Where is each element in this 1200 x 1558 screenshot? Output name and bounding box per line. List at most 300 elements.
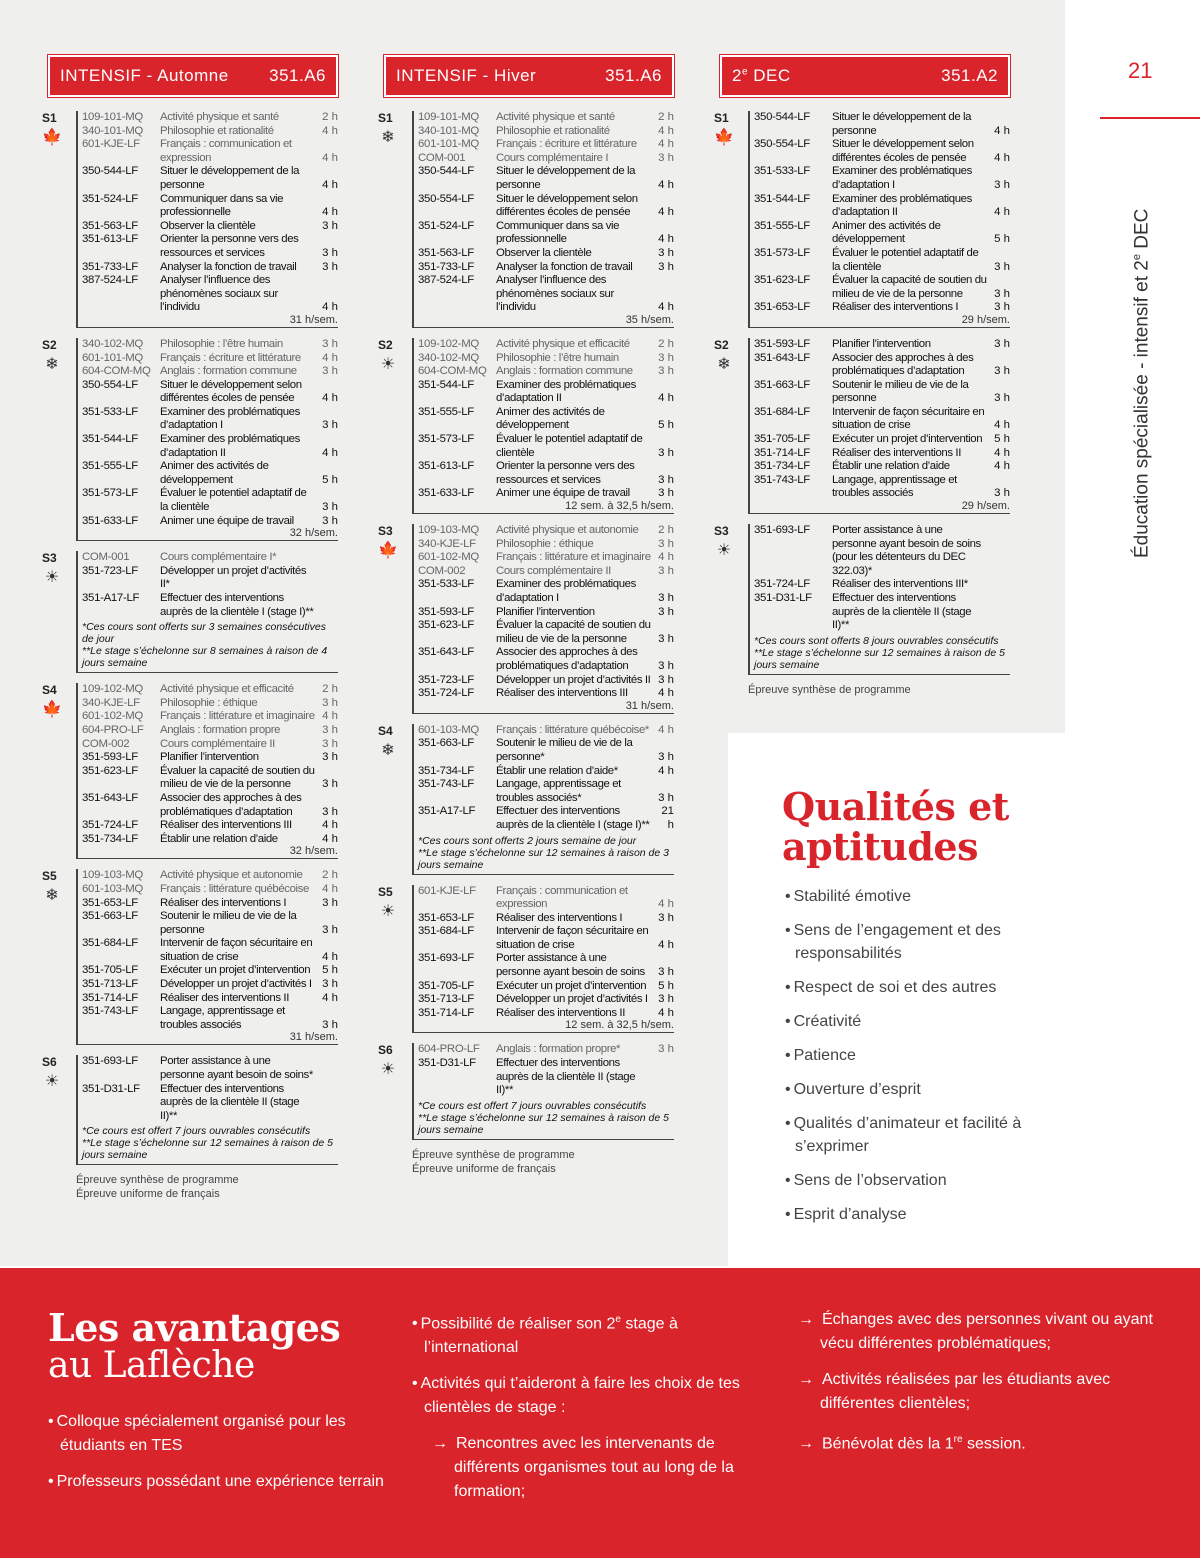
course-row bbox=[82, 697, 338, 711]
course-hours: 4 h bbox=[994, 460, 1010, 473]
course-code: 351-743-LF bbox=[418, 778, 474, 791]
course-title: Français : communication et expression bbox=[160, 138, 292, 164]
course-code: 604-PRO-LF bbox=[82, 723, 144, 736]
course-hours: 3 h bbox=[658, 673, 674, 686]
course-hours: 3 h bbox=[658, 750, 674, 763]
qualite-item: • Sens de l’engagement et des responsabilités bbox=[785, 919, 1085, 965]
course-code: 351-544-LF bbox=[754, 192, 810, 205]
course-row bbox=[82, 724, 338, 738]
course-title: Langage, apprentissage et troubles associés bbox=[160, 1005, 285, 1031]
course-code: 351-593-LF bbox=[754, 337, 810, 350]
course-title: Développer un projet d’activités II* bbox=[160, 564, 307, 591]
course-code: 351-684-LF bbox=[754, 405, 810, 418]
semester-courses bbox=[76, 338, 338, 541]
course-title: Animer des activités de développement bbox=[496, 405, 605, 432]
course-code: 109-102-MQ bbox=[418, 337, 479, 350]
course-code: 351-593-LF bbox=[418, 605, 474, 618]
course-hours: 3 h bbox=[322, 923, 338, 936]
course-hours: 4 h bbox=[658, 938, 674, 951]
course-title: Situer le développement de la personne bbox=[160, 165, 300, 191]
course-title: Français : littérature québécoise bbox=[160, 882, 309, 895]
sun-icon: ☀ bbox=[44, 1073, 60, 1091]
course-code: 340-102-MQ bbox=[82, 337, 143, 350]
course-hours: 4 h bbox=[658, 1006, 674, 1019]
course-hours: 4 h bbox=[658, 723, 674, 736]
course-title: Réaliser des interventions II bbox=[496, 1006, 625, 1019]
semester-label: S5 bbox=[378, 884, 393, 899]
course-title: Philosophie et rationalité bbox=[160, 124, 274, 137]
course-title: Examiner des problématiques d’adaptation I bbox=[496, 578, 636, 604]
semester-courses bbox=[748, 338, 1010, 514]
course-title: Établir une relation d’aide bbox=[160, 832, 278, 845]
semester-block bbox=[378, 723, 674, 875]
course-hours: 2 h bbox=[322, 111, 338, 123]
course-title: Communiquer dans sa vie professionnelle bbox=[160, 192, 284, 219]
course-code: 604-PRO-LF bbox=[418, 1043, 480, 1056]
course-code: 351-705-LF bbox=[418, 979, 474, 992]
epreuves bbox=[720, 683, 1010, 697]
course-code: 351-555-LF bbox=[754, 219, 810, 232]
course-title: Examiner des problématiques d’adaptation II bbox=[496, 378, 636, 405]
course-hours: 4 h bbox=[322, 351, 338, 364]
course-code: 351-643-LF bbox=[754, 351, 810, 364]
course-hours: 2 h bbox=[322, 869, 338, 882]
note-line: **Le stage s’échelonne sur 8 semaines à raison de 4 jours semaine bbox=[82, 645, 328, 670]
course-row bbox=[418, 925, 674, 952]
course-hours: 3 h bbox=[658, 246, 674, 259]
course-title: Évaluer le potentiel adaptatif de clientèle bbox=[496, 433, 643, 459]
course-row bbox=[82, 233, 338, 260]
course-hours: 4 h bbox=[322, 832, 338, 845]
course-row bbox=[82, 365, 338, 379]
semester-block bbox=[42, 869, 338, 1045]
course-code: COM-001 bbox=[82, 551, 130, 564]
course-hours: 3 h bbox=[322, 696, 338, 709]
semester-notes bbox=[418, 833, 674, 873]
program-header-title: INTENSIF - Hiver bbox=[396, 66, 537, 85]
course-title: Philosophie : éthique bbox=[496, 537, 594, 550]
course-title: Examiner des problématiques d’adaptation I bbox=[160, 405, 300, 432]
course-hours: 3 h bbox=[658, 537, 674, 550]
semester-block bbox=[378, 1043, 674, 1139]
course-hours: 3 h bbox=[994, 287, 1010, 300]
course-code: 387-524-LF bbox=[418, 274, 474, 287]
course-hours: 3 h bbox=[658, 365, 674, 378]
course-hours: 3 h bbox=[322, 896, 338, 909]
course-hours: 3 h bbox=[658, 791, 674, 804]
maple-leaf-icon: 🍁 bbox=[42, 129, 62, 146]
course-title: Porter assistance à une personne ayant besoin de soins* bbox=[160, 1055, 313, 1082]
course-code: 351-713-LF bbox=[82, 978, 138, 991]
course-row bbox=[754, 220, 1010, 247]
course-row bbox=[82, 1005, 338, 1032]
course-title: Analyser l’influence des phénomènes sociaux sur l’individu bbox=[496, 274, 614, 314]
course-code: 351-663-LF bbox=[754, 378, 810, 391]
course-hours: 4 h bbox=[322, 710, 338, 723]
program-column-intensif-hiver bbox=[378, 55, 674, 1176]
course-title: Activité physique et autonomie bbox=[160, 869, 303, 882]
course-hours: 4 h bbox=[322, 301, 338, 314]
course-title: Français : communication et expression bbox=[496, 884, 628, 911]
course-code: 601-KJE-LF bbox=[82, 138, 140, 151]
avantage-subitem: → Activités réalisées par les étudiants avec différentes clientèles; bbox=[798, 1368, 1158, 1416]
course-title: Animer des activités de développement bbox=[160, 460, 269, 486]
course-code: 604-COM-MQ bbox=[418, 365, 487, 378]
course-title: Activité physique et efficacité bbox=[496, 337, 630, 350]
course-title: Réaliser des interventions III* bbox=[832, 578, 968, 591]
course-hours: 3 h bbox=[322, 246, 338, 259]
program-header bbox=[720, 55, 1010, 97]
semester-courses bbox=[412, 524, 674, 714]
semester-total: 32 h/sem. bbox=[289, 527, 338, 540]
course-title: Intervenir de façon sécuritaire en situation de crise bbox=[832, 405, 985, 432]
course-title: Évaluer le potentiel adaptatif de la clientèle bbox=[832, 246, 979, 273]
semester-total: 12 sem. à 32,5 h/sem. bbox=[565, 500, 674, 513]
semester-block bbox=[714, 524, 1010, 675]
course-row bbox=[754, 165, 1010, 192]
course-title: Activité physique et efficacité bbox=[160, 683, 294, 696]
course-code: 604-COM-MQ bbox=[82, 365, 151, 378]
course-row bbox=[82, 138, 338, 165]
course-title: Évaluer le potentiel adaptatif de la clientèle bbox=[160, 487, 307, 514]
course-row bbox=[754, 274, 1010, 301]
course-title: Anglais : formation commune bbox=[496, 365, 633, 378]
course-row bbox=[418, 220, 674, 247]
course-title: Philosophie : l’être humain bbox=[160, 337, 283, 350]
maple-leaf-icon: 🍁 bbox=[714, 129, 734, 146]
course-title: Examiner des problématiques d’adaptation II bbox=[160, 433, 300, 459]
course-title: Effectuer des interventions auprès de la clientèle II (stage II)** bbox=[832, 592, 972, 632]
course-row bbox=[754, 474, 1010, 501]
course-row bbox=[418, 993, 674, 1007]
course-row bbox=[418, 912, 674, 926]
semester-courses bbox=[748, 524, 1010, 675]
course-row bbox=[82, 274, 338, 315]
course-hours: 3 h bbox=[322, 514, 338, 527]
course-code: 351-A17-LF bbox=[418, 805, 476, 818]
course-title: Réaliser des interventions II bbox=[160, 991, 289, 1004]
semester-courses bbox=[412, 885, 674, 1034]
course-code: 351-705-LF bbox=[754, 433, 810, 446]
course-row bbox=[82, 978, 338, 992]
course-hours: 2 h bbox=[658, 524, 674, 537]
course-row bbox=[418, 152, 674, 166]
course-title: Langage, apprentissage et troubles associés bbox=[832, 473, 957, 500]
course-row bbox=[754, 338, 1010, 352]
course-code: 351-633-LF bbox=[82, 514, 138, 527]
course-code: 351-743-LF bbox=[82, 1005, 138, 1018]
semester-label: S1 bbox=[42, 111, 57, 125]
course-code: 601-102-MQ bbox=[82, 710, 143, 723]
course-title: Réaliser des interventions III bbox=[160, 819, 292, 832]
course-hours: 3 h bbox=[994, 178, 1010, 191]
course-title: Exécuter un projet d’intervention bbox=[832, 433, 983, 446]
course-code: 351-593-LF bbox=[82, 751, 138, 764]
program-column-2e-dec bbox=[714, 55, 1010, 697]
course-hours: 3 h bbox=[658, 487, 674, 500]
course-title: Porter assistance à une personne ayant besoin de soins bbox=[496, 952, 645, 979]
qualite-item: • Respect de soi et des autres bbox=[785, 976, 1085, 999]
semester-label: S1 bbox=[714, 111, 729, 125]
course-code: 601-103-MQ bbox=[82, 882, 143, 895]
course-title: Observer la clientèle bbox=[160, 219, 256, 232]
program-header bbox=[48, 55, 338, 97]
avantages-col-3 bbox=[798, 1308, 1158, 1468]
course-title: Philosophie : éthique bbox=[160, 696, 258, 709]
course-title: Évaluer la capacité de soutien du milieu de vie de la personne bbox=[496, 619, 651, 645]
program-header-title: 2e DEC bbox=[732, 66, 791, 85]
course-title: Effectuer des interventions auprès de la clientèle I (stage I)** bbox=[496, 805, 650, 831]
course-title: Analyser l’influence des phénomènes sociaux sur l’individu bbox=[160, 274, 278, 314]
course-row bbox=[418, 687, 674, 701]
course-row bbox=[418, 379, 674, 406]
course-row bbox=[418, 619, 674, 646]
snowflake-icon: ❄ bbox=[717, 355, 731, 373]
course-hours: 4 h bbox=[658, 124, 674, 137]
semester-label: S4 bbox=[42, 683, 57, 698]
course-row bbox=[418, 1007, 674, 1021]
epreuve-line: Épreuve uniforme de français bbox=[76, 1188, 220, 1201]
course-row bbox=[418, 724, 674, 738]
course-hours: 3 h bbox=[994, 260, 1010, 273]
course-code: 109-103-MQ bbox=[82, 869, 143, 882]
course-title: Situer le développement selon différentes écoles de pensée bbox=[496, 192, 638, 219]
course-row bbox=[418, 352, 674, 366]
note-line: **Le stage s’échelonne sur 12 semaines à raison de 5 jours semaine bbox=[418, 1111, 669, 1136]
course-title: Intervenir de façon sécuritaire en situation de crise bbox=[160, 937, 313, 963]
course-row bbox=[418, 980, 674, 994]
course-title: Exécuter un projet d’intervention bbox=[160, 964, 311, 977]
note-line: **Le stage s’échelonne sur 12 semaines à raison de 5 jours semaine bbox=[82, 1137, 333, 1162]
course-title: Planifier l’intervention bbox=[160, 751, 259, 764]
course-code: 351-555-LF bbox=[82, 460, 138, 473]
course-code: 351-573-LF bbox=[418, 433, 474, 446]
course-code: 351-714-LF bbox=[418, 1006, 474, 1019]
course-code: 351-D31-LF bbox=[418, 1057, 476, 1070]
course-title: Réaliser des interventions I bbox=[496, 911, 623, 924]
course-title: Développer un projet d’activités I bbox=[160, 978, 312, 991]
course-hours: 3 h bbox=[322, 219, 338, 232]
semester-total: 31 h/sem. bbox=[625, 699, 674, 712]
course-code: COM-002 bbox=[82, 737, 130, 750]
course-row bbox=[418, 487, 674, 501]
course-code: 351-533-LF bbox=[82, 405, 138, 418]
course-row bbox=[82, 338, 338, 352]
course-hours: 21 h bbox=[661, 805, 674, 831]
course-hours: 4 h bbox=[658, 551, 674, 564]
semester-notes bbox=[418, 1098, 674, 1138]
course-row bbox=[82, 352, 338, 366]
course-code: 351-723-LF bbox=[418, 673, 474, 686]
course-code: 351-623-LF bbox=[82, 764, 138, 777]
semester-courses bbox=[76, 551, 338, 673]
course-code: 340-102-MQ bbox=[418, 351, 479, 364]
course-title: Cours complémentaire I* bbox=[160, 551, 277, 564]
course-title: Français : littérature et imaginaire bbox=[160, 710, 315, 723]
course-hours: 4 h bbox=[994, 419, 1010, 432]
course-hours: 3 h bbox=[322, 737, 338, 750]
course-code: 351-663-LF bbox=[82, 910, 138, 923]
sun-icon: ☀ bbox=[44, 569, 60, 587]
course-title: Philosophie et rationalité bbox=[496, 124, 610, 137]
course-hours: 4 h bbox=[994, 206, 1010, 219]
course-code: 351-563-LF bbox=[418, 246, 474, 259]
course-code: 351-723-LF bbox=[82, 564, 138, 577]
course-title: Animer une équipe de travail bbox=[496, 487, 630, 500]
course-title: Anglais : formation propre bbox=[160, 723, 281, 736]
course-hours: 4 h bbox=[322, 124, 338, 137]
qualite-item: • Sens de l’observation bbox=[785, 1169, 1085, 1192]
course-hours: 3 h bbox=[322, 805, 338, 818]
course-row bbox=[418, 578, 674, 605]
course-title: Situer le développement selon différentes écoles de pensée bbox=[832, 138, 974, 164]
course-row bbox=[82, 833, 338, 847]
course-code: 351-613-LF bbox=[82, 233, 138, 246]
semester-courses bbox=[748, 111, 1010, 328]
course-hours: 5 h bbox=[994, 233, 1010, 246]
course-hours: 4 h bbox=[994, 124, 1010, 137]
avantages-section bbox=[0, 1268, 1200, 1558]
course-code: 351-733-LF bbox=[82, 260, 138, 273]
course-title: Observer la clientèle bbox=[496, 246, 592, 259]
course-hours: 3 h bbox=[322, 419, 338, 432]
course-hours: 5 h bbox=[322, 473, 338, 486]
course-title: Orienter la personne vers des ressources et services bbox=[496, 460, 635, 486]
course-hours: 3 h bbox=[658, 966, 674, 979]
epreuve-line: Épreuve synthèse de programme bbox=[412, 1148, 575, 1161]
course-row bbox=[418, 165, 674, 192]
course-hours: 3 h bbox=[322, 501, 338, 514]
course-hours: 3 h bbox=[658, 151, 674, 164]
note-line: **Le stage s’échelonne sur 12 semaines à raison de 3 jours semaine bbox=[418, 846, 669, 871]
course-row bbox=[82, 792, 338, 819]
course-hours: 3 h bbox=[322, 751, 338, 764]
note-line: *Ces cours sont offerts sur 3 semaines consécutives de jour bbox=[82, 621, 326, 646]
course-row bbox=[82, 819, 338, 833]
avantages-title: Les avantages bbox=[48, 1305, 341, 1350]
course-code: 351-705-LF bbox=[82, 964, 138, 977]
semester-block bbox=[42, 551, 338, 673]
course-row bbox=[418, 433, 674, 460]
course-code: 351-573-LF bbox=[754, 246, 810, 259]
course-row bbox=[82, 515, 338, 529]
course-title: Orienter la personne vers des ressources et services bbox=[160, 233, 299, 259]
semester-list bbox=[714, 111, 1010, 675]
course-row bbox=[82, 1083, 338, 1124]
course-title: Communiquer dans sa vie professionnelle bbox=[496, 219, 620, 246]
course-hours: 3 h bbox=[322, 260, 338, 273]
course-code: 350-554-LF bbox=[82, 378, 138, 391]
course-code: 351-743-LF bbox=[754, 473, 810, 486]
course-title: Réaliser des interventions III bbox=[496, 687, 628, 700]
course-row bbox=[82, 261, 338, 275]
course-hours: 4 h bbox=[322, 950, 338, 963]
course-title: Anglais : formation propre* bbox=[496, 1043, 621, 1056]
course-title: Français : écriture et littérature bbox=[160, 351, 301, 364]
course-hours: 3 h bbox=[658, 659, 674, 672]
course-code: 351-D31-LF bbox=[82, 1082, 140, 1095]
course-row bbox=[418, 1043, 674, 1057]
course-code: 601-KJE-LF bbox=[418, 884, 476, 897]
course-title: Langage, apprentissage et troubles associés* bbox=[496, 778, 621, 804]
note-line: *Ces cours sont offerts 2 jours semaine de jour bbox=[418, 834, 637, 847]
epreuves bbox=[48, 1173, 338, 1201]
course-code: 351-533-LF bbox=[418, 578, 474, 591]
course-hours: 3 h bbox=[658, 605, 674, 618]
course-row bbox=[754, 379, 1010, 406]
course-code: 351-653-LF bbox=[82, 896, 138, 909]
course-title: Animer une équipe de travail bbox=[160, 514, 294, 527]
semester-total: 32 h/sem. bbox=[289, 845, 338, 858]
course-hours: 3 h bbox=[322, 723, 338, 736]
course-code: 351-544-LF bbox=[418, 378, 474, 391]
semester-courses bbox=[412, 338, 674, 514]
course-row bbox=[82, 433, 338, 460]
course-hours: 3 h bbox=[994, 487, 1010, 500]
course-row bbox=[82, 487, 338, 514]
course-title: Développer un projet d’activités I bbox=[496, 993, 648, 1006]
course-row bbox=[82, 125, 338, 139]
avantage-subitem: → Échanges avec des personnes vivant ou ayant vécu différentes problématiques; bbox=[798, 1308, 1158, 1356]
semester-label: S3 bbox=[378, 524, 393, 539]
course-title: Exécuter un projet d’intervention bbox=[496, 979, 647, 992]
avantage-subitem: → Rencontres avec les intervenants de différents organismes tout au long de la formation; bbox=[432, 1432, 772, 1504]
page-number-rule bbox=[1100, 117, 1200, 119]
course-title: Planifier l’intervention bbox=[496, 605, 595, 618]
course-hours: 4 h bbox=[658, 178, 674, 191]
semester-total: 29 h/sem. bbox=[961, 313, 1010, 326]
course-hours: 4 h bbox=[322, 151, 338, 164]
course-hours: 4 h bbox=[322, 178, 338, 191]
course-title: Activité physique et santé bbox=[496, 111, 615, 123]
sun-icon: ☀ bbox=[380, 355, 396, 373]
course-title: Activité physique et santé bbox=[160, 111, 279, 123]
course-title: Associer des approches à des problématiques d’adaptation bbox=[160, 791, 302, 818]
qualite-item: • Créativité bbox=[785, 1010, 1085, 1033]
semester-courses bbox=[412, 111, 674, 328]
course-row bbox=[82, 751, 338, 765]
course-hours: 3 h bbox=[658, 1043, 674, 1056]
course-title: Associer des approches à des problématiques d’adaptation bbox=[832, 351, 974, 378]
avantage-item: • Possibilité de réaliser son 2e stage à l’international bbox=[412, 1308, 772, 1360]
semester-block bbox=[378, 337, 674, 514]
sun-icon: ☀ bbox=[716, 542, 732, 560]
course-hours: 3 h bbox=[994, 337, 1010, 350]
course-title: Réaliser des interventions I bbox=[160, 896, 287, 909]
course-row bbox=[754, 138, 1010, 165]
course-title: Anglais : formation commune bbox=[160, 365, 297, 378]
snowflake-icon: ❄ bbox=[381, 129, 395, 146]
course-title: Français : littérature et imaginaire bbox=[496, 551, 651, 564]
qualite-item: • Ouverture d’esprit bbox=[785, 1078, 1085, 1101]
course-code: 351-734-LF bbox=[418, 764, 474, 777]
course-row bbox=[418, 111, 674, 125]
course-row bbox=[418, 737, 674, 764]
note-line: *Ce cours est offert 7 jours ouvrables consécutifs bbox=[418, 1099, 647, 1112]
epreuve-line: Épreuve synthèse de programme bbox=[76, 1174, 239, 1187]
course-row bbox=[754, 247, 1010, 274]
course-row bbox=[754, 447, 1010, 461]
course-row bbox=[82, 406, 338, 433]
course-hours: 3 h bbox=[994, 392, 1010, 405]
course-hours: 3 h bbox=[658, 446, 674, 459]
course-title: Cours complémentaire II bbox=[496, 564, 611, 577]
semester-label: S2 bbox=[42, 337, 57, 352]
course-row bbox=[418, 674, 674, 688]
course-row bbox=[754, 578, 1010, 592]
course-title: Effectuer des interventions auprès de la clientèle I (stage I)** bbox=[160, 592, 314, 618]
semester-total: 35 h/sem. bbox=[625, 313, 674, 326]
